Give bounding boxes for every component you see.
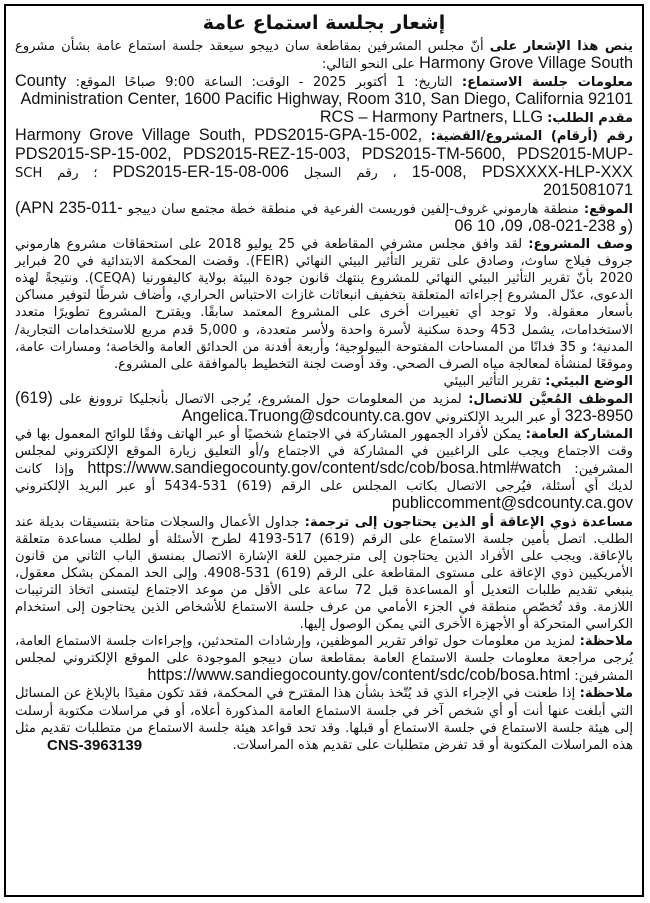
public-participation-label: المشاركة العامة: bbox=[525, 427, 633, 443]
note1-text: لمزيد من معلومات حول توافر تقرير الموظفين، وإرشادات المتحدثين، وإجراءات جلسة الاستماع العامة، يُرجى مراجعة معلومات جلسة الاستماع العامة بمقاطعة سان دييجو الموجودة على الموقع الإلكتروني لمجلس المشرفين: bbox=[15, 634, 633, 685]
sch-number: 2015081071 bbox=[542, 180, 633, 199]
contact-phone: (619) 323-8950 bbox=[15, 388, 633, 425]
case-numbers-list: Harmony Grove Village South, PDS2015-GPA-15-002, PDS2015-SP-15-002, PDS2015-REZ-15-003, PDS2015-TM-5600, PDS2015-MUP-15-008, PDSXXXX-HLP-XXX bbox=[15, 126, 633, 181]
case-numbers-label: رقم (أرقام) المشروع/القضية: bbox=[430, 129, 633, 145]
note2-text: إذا طعنت في الإجراء الذي قد يُتّخذ بشأن هذا المقترح في المحكمة، فقد تكون مقيدًا بالإبلاغ عن المسائل التي أبلغت عنها أنت أو أي شخص آخر في جلسة الاستماع العامة المذكورة أعلاه، أو في مراسلات مكتوبة أرسلت إلى هيئة جلسة الاستماع في جلسة الاستماع أو قبلها. وقد تحد قواعد هيئة جلسة الاستماع من متطلبات تقديم مثل هذه المراسلات المكتوبة أو قد تفرض متطلبات على تقديم هذه المراسلات. bbox=[15, 686, 633, 753]
project-name: Harmony Grove Village South bbox=[419, 54, 633, 73]
contact-label: الموظف المُعيَّن للاتصال: bbox=[468, 391, 633, 407]
project-description bbox=[15, 236, 633, 373]
public-participation-text2: وإذا كانت لديك أي أسئلة، فيُرجى الاتصال بكاتب المجلس على الرقم (619) 531-5434 أو عبر البريد الإلكتروني bbox=[15, 462, 633, 495]
contact-or-email: أو عبر البريد الإلكتروني bbox=[435, 409, 561, 425]
contact-text: لمزيد من المعلومات حول المشروع، يُرجى الاتصال بأنجليكا تروونغ على bbox=[59, 391, 462, 407]
contact-email-link[interactable]: Angelica.Truong@sdcounty.ca.gov bbox=[181, 406, 432, 425]
environmental-status bbox=[15, 373, 633, 390]
public-hearing-notice bbox=[4, 4, 644, 897]
intro-tail: على النحو التالي: bbox=[321, 57, 415, 73]
note2-label: ملاحظة: bbox=[579, 686, 633, 702]
hearing-location: County Administration Center, 1600 Pacific Highway, Room 310, San Diego, California 92101 bbox=[15, 72, 633, 109]
intro-label: ينص هذا الإشعار على bbox=[489, 39, 633, 54]
case-numbers bbox=[15, 127, 633, 199]
site-text: منطقة هارموني غروف-إلفين فوريست الفرعية في منطقة خطة مجتمع سان دييجو bbox=[127, 201, 579, 217]
hearing-datetime: التاريخ: 1 أكتوبر 2025 - الوقت: الساعة 9:00 صباحًا bbox=[124, 75, 453, 91]
public-comment-email-link[interactable]: publiccomment@sdcounty.ca.gov bbox=[391, 494, 633, 513]
bosa-url-link[interactable]: https://www.sandiegocounty.gov/content/sdc/cob/bosa.html bbox=[147, 666, 571, 685]
project-description-label: وصف المشروع: bbox=[528, 237, 633, 253]
applicant-value: RCS – Harmony Partners, LLG bbox=[319, 108, 543, 127]
intro-paragraph bbox=[15, 38, 633, 73]
site-location bbox=[15, 200, 633, 236]
public-participation bbox=[15, 426, 633, 513]
notice-title: إشعار بجلسة استماع عامة bbox=[202, 12, 446, 34]
intro-text: أنّ مجلس المشرفين بمقاطعة سان دييجو سيعقد جلسة استماع عامة بشأن مشروع bbox=[15, 39, 484, 54]
environmental-status-label: الوضع البيئي: bbox=[545, 373, 633, 389]
watch-url-link[interactable]: https://www.sandiegocounty.gov/content/sdc/cob/bosa.html#watch bbox=[87, 459, 562, 478]
environmental-status-value: تقرير التأثير البيئي bbox=[443, 373, 542, 389]
location-label: الموقع: bbox=[75, 75, 116, 91]
accessibility-assistance bbox=[15, 514, 633, 634]
hearing-info bbox=[15, 73, 633, 109]
record-number-label: ، رقم السجل bbox=[303, 165, 397, 181]
applicant-label: مقدم الطلب: bbox=[547, 111, 633, 127]
public-participation-text: يمكن لأفراد الجمهور المشاركة في الاجتماع شخصيًا أو عبر الهاتف وفقًا للوائح المعمول بها في وقت الاجتماع ويجب على الراغبين في المشاركة في الاجتماع و/أو التعليق زيارة الموقع الإلكتروني لمجلس المشرفين: bbox=[15, 427, 633, 478]
applicant-line bbox=[15, 109, 633, 127]
assistance-label: مساعدة ذوي الإعاقة أو الذين يحتاجون إلى ترجمة: bbox=[304, 514, 633, 530]
site-apn: (APN 235-011-06 و 238-021-08، 09، 10) bbox=[15, 198, 633, 235]
assistance-text: جداول الأعمال والسجلات متاحة بتنسيقات بديلة عند الطلب. اتصل بأمين جلسة الاستماع على الرقم (619) 517-4193 لطرح الأسئلة أو لطلب مساعدة متعلقة بالإعاقة. ويجب على الأفراد الذين يحتاجون إلى مترجمين للغة الإشارة الاتصال بمنسق الباب الثاني من قانون الأمريكيين ذوي الإعاقة على مستوى المقاطعة على الرقم (619) 531-4908. وإلى الحد الممكن بشكل معقول، ينبغي تقديم طلبات التعديل أو المساعدة قبل 72 ساعة على الأقل من موعد الاجتماع ليتسنى اتخاذ الترتيبات اللازمة. وقد تُخصّص منطقة في الجزء الأمامي من عرف جلسة الاستماع للأشخاص الذين يحتاجون إلى استخدام الكراسي المتحركة أو الأجهزة الأخرى التي يمكن الوصول إليها. bbox=[15, 514, 633, 633]
project-description-text: لقد وافق مجلس مشرفي المقاطعة في 25 يوليو 2018 على استحقاقات مشروع هارموني جروف فيلاج ساوث، وصادق على تقرير التأثير البيئي النهائي (FEIR). وقضت المحكمة الابتدائية في 20 فبراير 2020 بأنّ تقرير التأثير البيئي النهائي للمشروع ينتهك قانون جودة البيئة بولاية كاليفورنيا (CEQA). ونتيجةً لهذه الدعوى، عدّل المشروع إجراءاته المتعلقة بتخفيف انبعاثات غازات الاحتباس الحراري، وأضاف شرطًا لتوفير مساكن بأسعار معقولة. ولا توجد أي تغييرات أخرى على المشروع المعتمد سابقًا. ويقترح المشروع تطويرًا متعدد الاستخدامات، يشمل 453 وحدة سكنية لأسرة واحدة ولأسر متعددة، و 5,000 قدم مربع للاستخدامات التجارية/المدنية؛ و 35 فدانًا من المساحات المفتوحة البيولوجية؛ وأربعة أفدنة من الحدائق العامة والخاصة؛ ومسارات عامة، وموقعًا لمنشأة لمعالجة مياه الصرف الصحي. وقد أوصت لجنة التخطيط بالموافقة على المشروع. bbox=[15, 237, 634, 372]
note-staff-report bbox=[15, 633, 633, 685]
record-number: PDS2015-ER-15-08-006 bbox=[112, 162, 289, 181]
site-label: الموقع: bbox=[583, 201, 633, 217]
contact-info bbox=[15, 390, 633, 426]
sch-label: ؛ رقم SCH bbox=[15, 165, 98, 181]
reference-number: CNS-3963139 bbox=[47, 736, 143, 754]
note1-label: ملاحظة: bbox=[579, 634, 633, 650]
hearing-label: معلومات جلسة الاستماع: bbox=[461, 75, 634, 91]
